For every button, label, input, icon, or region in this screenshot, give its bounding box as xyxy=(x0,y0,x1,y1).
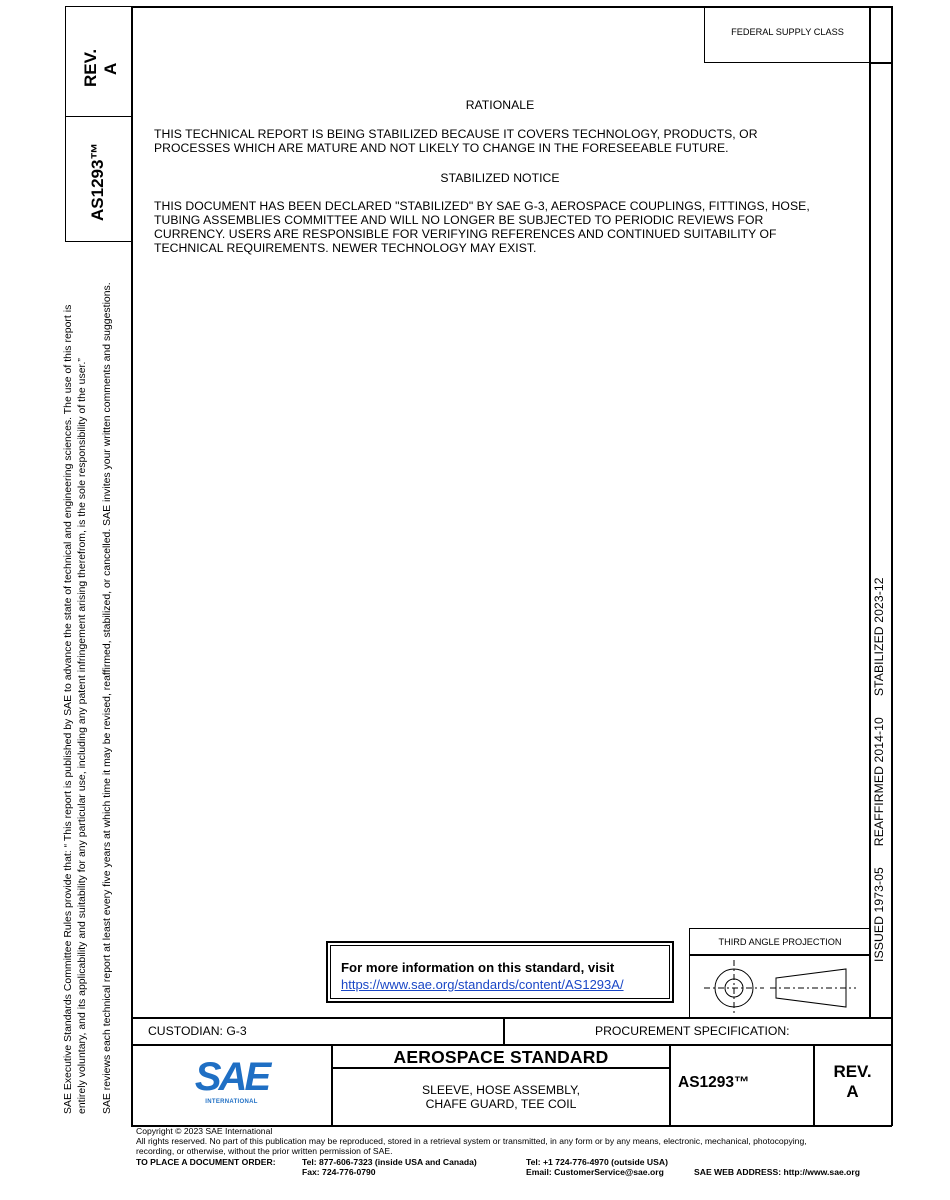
standard-type: AEROSPACE STANDARD xyxy=(393,1047,609,1067)
projection-box xyxy=(689,928,871,1019)
rationale-line-1: THIS TECHNICAL REPORT IS BEING STABILIZED BECAUSE IT COVERS TECHNOLOGY, PRODUCTS, OR xyxy=(154,127,758,141)
tel-intl: Tel: +1 724-776-4970 (outside USA) xyxy=(526,1157,668,1167)
title-line-1: SLEEVE, HOSE ASSEMBLY, xyxy=(421,1083,581,1097)
notice-line-2: TUBING ASSEMBLIES COMMITTEE AND WILL NO LONGER BE SUBJECTED TO PERIODIC REVIEWS FOR xyxy=(154,213,764,227)
notice-line-4: TECHNICAL REQUIREMENTS. NEWER TECHNOLOGY MAY EXIST. xyxy=(154,241,537,255)
title-block-top-line xyxy=(131,1017,892,1019)
info-box-inner xyxy=(330,945,670,999)
rev-label: REV. xyxy=(81,48,100,87)
notice-line-3: CURRENCY. USERS ARE RESPONSIBLE FOR VERIFYING REFERENCES AND CONTINUED SUITABILITY OF xyxy=(154,227,777,241)
rev-value: A xyxy=(101,62,120,75)
frame-right-border xyxy=(891,6,893,1126)
order-label: TO PLACE A DOCUMENT ORDER: xyxy=(136,1157,276,1167)
rev-value: A xyxy=(846,1082,859,1101)
disclaimer-line-3: SAE reviews each technical report at least every five years at which time it may be revised, reaffirmed, stabilized, or cancelled. SAE invites your written comments and suggestions. xyxy=(102,282,113,1114)
standard-link[interactable]: https://www.sae.org/standards/content/AS1293A/ xyxy=(341,977,624,992)
notice-line-1: THIS DOCUMENT HAS BEEN DECLARED "STABILIZED" BY SAE G-3, AEROSPACE COUPLINGS, FITTINGS, HOSE, xyxy=(154,199,810,213)
title-divider xyxy=(669,1044,671,1126)
email: Email: CustomerService@sae.org xyxy=(526,1167,664,1177)
sae-logo xyxy=(131,1045,332,1125)
fax: Fax: 724-776-0790 xyxy=(302,1167,376,1177)
disclaimer-line-2: entirely voluntary, and its applicability and suitability for any particular use, including any patent infringement arising therefrom, is the sole responsibility of the user.” xyxy=(77,358,88,1114)
web-address: SAE WEB ADDRESS: http://www.sae.org xyxy=(694,1167,860,1177)
standard-type-underline xyxy=(331,1067,670,1069)
header-underline xyxy=(869,62,891,64)
projection-label: THIRD ANGLE PROJECTION xyxy=(718,937,842,947)
rights-line-2: recording, or otherwise, without the prior written permission of SAE. xyxy=(136,1146,393,1156)
sae-logo-text: SAE xyxy=(194,1055,269,1099)
tel-usa: Tel: 877-606-7323 (inside USA and Canada) xyxy=(302,1157,477,1167)
info-heading: For more information on this standard, visit xyxy=(341,960,615,975)
federal-supply-class-label: FEDERAL SUPPLY CLASS xyxy=(731,27,844,37)
copyright: Copyright © 2023 SAE International xyxy=(136,1126,273,1136)
projection-symbol-icon xyxy=(690,956,870,1018)
title-line-2: CHAFE GUARD, TEE COIL xyxy=(425,1097,577,1111)
right-strip-divider xyxy=(869,6,871,1018)
custodian-divider xyxy=(503,1017,505,1045)
doc-number-box xyxy=(65,116,132,242)
sae-logo-subtext: INTERNATIONAL xyxy=(205,1099,258,1105)
custodian-label: CUSTODIAN: G-3 xyxy=(148,1024,247,1038)
doc-number-vertical: AS1293™ xyxy=(88,142,107,221)
frame-left-border xyxy=(131,6,133,1126)
rationale-heading: RATIONALE xyxy=(465,98,535,112)
rev-box xyxy=(65,6,132,117)
rationale-line-2: PROCESSES WHICH ARE MATURE AND NOT LIKELY TO CHANGE IN THE FORESEEABLE FUTURE. xyxy=(154,141,729,155)
rights-line-1: All rights reserved. No part of this publication may be reproduced, stored in a retrieval system or transmitted, in any form or by any means, electronic, mechanical, photocopying, xyxy=(136,1136,807,1146)
federal-supply-class-box xyxy=(704,6,871,63)
doc-number: AS1293™ xyxy=(678,1074,750,1091)
rev-label: REV. xyxy=(833,1062,872,1081)
disclaimer-line-1: SAE Executive Standards Committee Rules provide that: “ This report is published by SAE to advance the state of technical and engineering sciences. The use of this report is xyxy=(63,304,74,1114)
issue-dates: ISSUED 1973-05 REAFFIRMED 2014-10 STABILIZED 2023-12 xyxy=(872,577,886,962)
stabilized-heading: STABILIZED NOTICE xyxy=(440,171,560,185)
info-box xyxy=(326,941,674,1003)
procurement-label: PROCUREMENT SPECIFICATION: xyxy=(595,1024,790,1038)
